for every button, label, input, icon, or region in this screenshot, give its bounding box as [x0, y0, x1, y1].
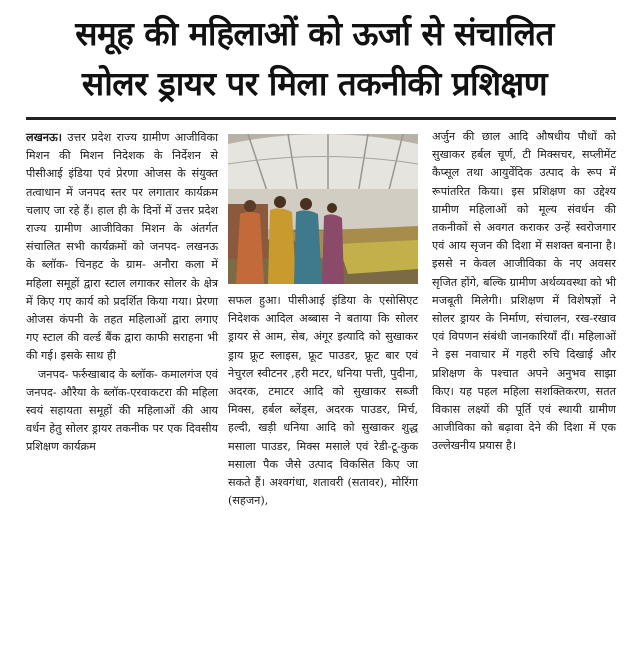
column-2-text: सफल हुआ। पीसीआई इंडिया के एसोसिएट निदेशक आदिल अब्बास ने बताया कि सोलर ड्रायर से आम, सेब, अंगूर इत्यादि को सुखाकर ड्राय फ्रूट स्लाइस, फ्रूट पाउडर, फ्रूट बार एवं नेचुरल स्वीटनर ,हरी मटर, धनिया पत्ती, पुदीना, अदरक, टमाटर आदि को सुखाकर सब्जी मिक्स, हर्बल ब्लेंड्स, अदरक पाउडर, मिर्च, हल्दी, खड़ी धनिया आदि को सुखाकर शुद्ध मसाला पाउडर, मिक्स मसाले एवं रेडी-टू-कुक मसाला पैक जैसे उत्पाद विकसित किए जा सकते हैं। अश्वगंधा, शतावरी (सतावर), मोरिंगा (सहजन),: [228, 294, 418, 508]
article-paragraph-1: [26, 128, 218, 366]
headline-line-2: सोलर ड्रायर पर मिला तकनीकी प्रशिक्षण: [81, 64, 548, 103]
article-column-1: [26, 128, 218, 457]
article-paragraph-2: जनपद- फर्रुखाबाद के ब्लॉक- कमालगंज एवं जनपद- औरैया के ब्लॉक-एरवाकटरा की महिला स्वयं सहायता समूहों की महिलाओं की आय वर्धन हेतु सोलर ड्रायर तकनीक पर एक दिवसीय प्रशिक्षण कार्यक्रम: [26, 367, 218, 454]
news-photo: [228, 134, 418, 284]
article-column-2: [228, 292, 418, 510]
dateline: लखनऊ।: [26, 130, 62, 144]
column-3-text: अर्जुन की छाल आदि औषधीय पौधों को सुखाकर हर्बल चूर्ण, टी मिक्सचर, सप्लीमेंट कैप्सूल तथा आयुर्वेदिक उत्पाद के रूप में रूपांतरित किया। इस प्रशिक्षण का उद्देश्य ग्रामीण महिलाओं को मूल्य संवर्धन की तकनीकों से अवगत कराकर उन्हें स्वरोजगार एवं आय सृजन की दिशा में सशक्त बनाना है। इससे न केवल आजीविका के नए अवसर सृजित होंगे, बल्कि ग्रामीण अर्थव्यवस्था को भी मजबूती मिलेगी। प्रशिक्षण में विशेषज्ञों ने सोलर ड्रायर के निर्माण, संचालन, रख-रखाव एवं विपणन संबंधी जानकारियाँ दीं। महिलाओं ने इस नवाचार में गहरी रुचि दिखाई और प्रशिक्षण के पश्चात अपने अनुभव साझा किए। यह पहल महिला सशक्तिकरण, सतत विकास लक्ष्यों की पूर्ति एवं स्थायी ग्रामीण आजीविका को बढ़ावा देने की दिशा में एक उल्लेखनीय प्रयास है।: [432, 130, 616, 453]
headline-line-1: समूह की महिलाओं को ऊर्जा से संचालित: [75, 14, 554, 53]
solar-dryer-photo: [228, 134, 418, 284]
headline-divider: [26, 117, 616, 120]
paragraph-1-text: उत्तर प्रदेश राज्य ग्रामीण आजीविका मिशन की मिशन निदेशक के निर्देशन से पीसीआई इंडिया एवं प्रेरणा ओजस के संयुक्त तत्वाधान में जनपद स्तर पर लगातार कार्यक्रम चलाए जा रहे हैं। हाल ही के दिनों में उत्तर प्रदेश राज्य ग्रामीण आजीविका मिशन के अंतर्गत संचालित सभी कार्यक्रमों को जनपद- लखनऊ के ब्लॉक- चिनहट के ग्राम- अनौरा कला में महिला समूहों द्वारा स्टाल लगाकर सोलर के क्षेत्र में किए गए कार्य को प्रदर्शित किया गया। प्रेरणा ओजस कंपनी के तहत महिलाओं द्वारा लगाए गए स्टाल की वर्ल्ड बैंक द्वारा काफी सराहना भी की गई। इसके साथ ही: [26, 131, 218, 363]
article-column-3: [432, 128, 616, 456]
